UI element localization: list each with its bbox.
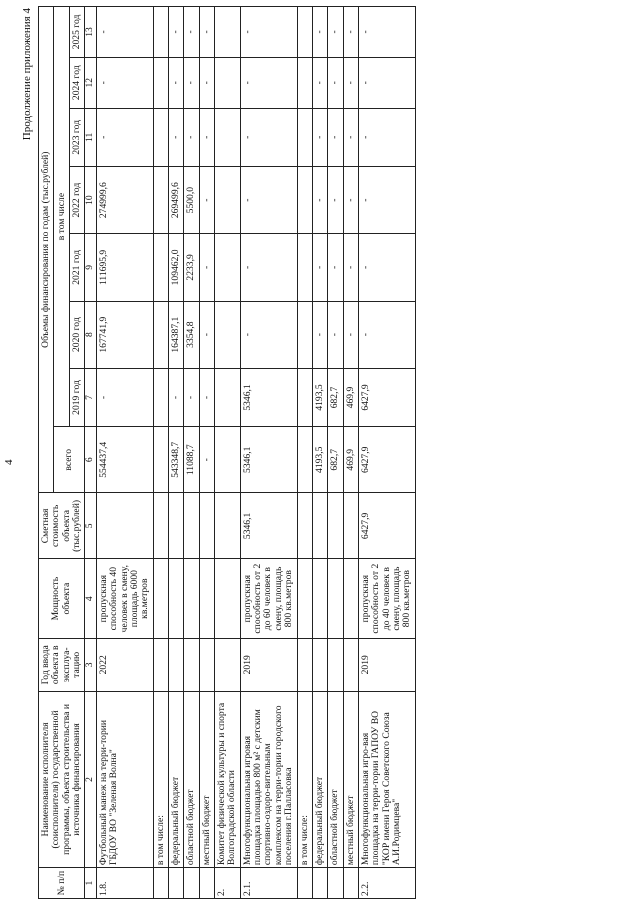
row-name: в том числе: (297, 691, 312, 867)
row-value: 109462,0 (168, 234, 183, 301)
header-volumes: Объемы финансирования по годам (тыс.рублей) (39, 7, 54, 493)
row-number (312, 868, 327, 899)
row-value: - (240, 301, 297, 368)
row-value: - (312, 7, 327, 58)
header-incl: в том числе (54, 7, 70, 427)
header-year-5: 2024 год (70, 57, 85, 108)
row-capacity (328, 559, 343, 638)
row-value (215, 427, 241, 493)
row-value: - (184, 7, 199, 58)
row-value (297, 7, 312, 58)
row-value: - (328, 108, 343, 166)
row-value: - (184, 108, 199, 166)
column-index: 7 (85, 368, 96, 426)
row-value: - (328, 167, 343, 234)
row-capacity: пропускная способность 40 человек в смену, площадь 6000 кв.метров (96, 559, 153, 638)
row-name: местный бюджет (343, 691, 358, 867)
row-value: - (199, 57, 214, 108)
financing-table (38, 6, 416, 899)
row-value: 274999,6 (96, 167, 153, 234)
row-value (153, 57, 168, 108)
row-name: местный бюджет (199, 691, 214, 867)
table-row (199, 7, 214, 899)
table-row (240, 7, 297, 899)
row-value (297, 427, 312, 493)
row-value: - (312, 108, 327, 166)
row-value (297, 301, 312, 368)
row-value (215, 7, 241, 58)
row-capacity (153, 559, 168, 638)
header-year-0: 2019 год (70, 368, 85, 426)
row-value: - (199, 368, 214, 426)
row-value: 469,9 (343, 427, 358, 493)
row-capacity (343, 559, 358, 638)
header-year: Год ввода объекта в эксплуа-тацию (39, 638, 85, 691)
row-value: - (343, 234, 358, 301)
row-cost: 5346,1 (240, 493, 297, 559)
row-value: - (358, 167, 415, 234)
row-value (297, 167, 312, 234)
row-name: в том числе: (153, 691, 168, 867)
row-value (215, 167, 241, 234)
table-row (153, 7, 168, 899)
row-value: - (240, 57, 297, 108)
column-index: 10 (85, 167, 96, 234)
row-name: федеральный бюджет (312, 691, 327, 867)
row-name: Футбольный манеж на терри-тории ГБДОУ ВО "Зеленая Волна" (96, 691, 153, 867)
row-capacity: пропускная способность от 2 до 40 человек в смену, площадь 800 кв.метров (358, 559, 415, 638)
column-index: 4 (85, 559, 96, 638)
table-row (96, 7, 153, 899)
row-number (153, 868, 168, 899)
row-value: - (240, 7, 297, 58)
row-value: 6427,9 (358, 368, 415, 426)
header-total: всего (54, 427, 85, 493)
row-value (153, 108, 168, 166)
row-value: - (184, 57, 199, 108)
row-value: - (358, 57, 415, 108)
row-name: областной бюджет (184, 691, 199, 867)
row-cost (328, 493, 343, 559)
row-value: 164387,1 (168, 301, 183, 368)
table-row (328, 7, 343, 899)
row-year (312, 638, 327, 691)
header-capacity: Мощность объекта (39, 559, 85, 638)
row-value: 5346,1 (240, 368, 297, 426)
row-value: - (199, 108, 214, 166)
row-capacity (297, 559, 312, 638)
table-row (312, 7, 327, 899)
row-year (184, 638, 199, 691)
row-value: - (199, 7, 214, 58)
row-number (184, 868, 199, 899)
table-row (297, 7, 312, 899)
continuation-title: Продолжение приложения 4 (21, 8, 33, 141)
row-number: 2. (215, 868, 241, 899)
row-value: - (343, 301, 358, 368)
row-value: 5500,0 (184, 167, 199, 234)
row-value (297, 108, 312, 166)
row-value: 111695,9 (96, 234, 153, 301)
row-value: 269499,6 (168, 167, 183, 234)
row-name: Многофункциональная игровая площадка площадью 800 м² с детским спортивно-оздоро-вительным комплексом на терри-тории городского поселения г.Палласовка (240, 691, 297, 867)
row-cost (184, 493, 199, 559)
row-value: - (312, 57, 327, 108)
row-value: - (168, 7, 183, 58)
row-value: 469,9 (343, 368, 358, 426)
row-name: федеральный бюджет (168, 691, 183, 867)
column-index: 12 (85, 57, 96, 108)
row-year (199, 638, 214, 691)
row-year (328, 638, 343, 691)
row-value (215, 108, 241, 166)
column-index: 9 (85, 234, 96, 301)
row-value: - (358, 234, 415, 301)
row-value: 543348,7 (168, 427, 183, 493)
column-index: 2 (85, 691, 96, 867)
row-value: 3354,8 (184, 301, 199, 368)
row-value: - (312, 301, 327, 368)
row-capacity (199, 559, 214, 638)
column-index: 8 (85, 301, 96, 368)
row-value: - (168, 57, 183, 108)
row-value (297, 368, 312, 426)
header-num: № п/п (39, 868, 85, 899)
row-value (153, 368, 168, 426)
row-capacity (168, 559, 183, 638)
row-capacity (215, 559, 241, 638)
row-cost (96, 493, 153, 559)
row-value: - (328, 57, 343, 108)
row-value: - (199, 167, 214, 234)
row-value: - (96, 368, 153, 426)
header-year-1: 2020 год (70, 301, 85, 368)
row-value (153, 7, 168, 58)
row-value (215, 234, 241, 301)
row-cost (312, 493, 327, 559)
table-row (168, 7, 183, 899)
page-number: 4 (3, 459, 15, 465)
row-capacity (184, 559, 199, 638)
row-name: областной бюджет (328, 691, 343, 867)
row-value: 167741,9 (96, 301, 153, 368)
table-row (358, 7, 415, 899)
row-year (343, 638, 358, 691)
row-cost (168, 493, 183, 559)
row-year: 2019 (240, 638, 297, 691)
row-cost (297, 493, 312, 559)
row-value (153, 427, 168, 493)
row-value: - (240, 167, 297, 234)
row-name: Комитет физической культуры и спорта Волгоградской области (215, 691, 241, 867)
row-value: - (96, 57, 153, 108)
row-year (215, 638, 241, 691)
column-index: 5 (85, 493, 96, 559)
row-value (215, 301, 241, 368)
row-value: 6427,9 (358, 427, 415, 493)
header-name: Наименование исполнителя (соисполнителя) государственной программы, объекта строительства и источника финансирования (39, 691, 85, 867)
row-number: 2.2. (358, 868, 415, 899)
row-year: 2019 (358, 638, 415, 691)
row-value: 5346,1 (240, 427, 297, 493)
row-capacity (312, 559, 327, 638)
row-value: 4193,5 (312, 427, 327, 493)
row-value (153, 234, 168, 301)
row-value: 554437,4 (96, 427, 153, 493)
table-row (184, 7, 199, 899)
row-value: - (199, 301, 214, 368)
row-value: - (240, 108, 297, 166)
row-value: - (312, 167, 327, 234)
column-index: 1 (85, 868, 96, 899)
row-value: - (199, 427, 214, 493)
row-number (297, 868, 312, 899)
row-value: 2233,9 (184, 234, 199, 301)
column-index: 6 (85, 427, 96, 493)
row-value (215, 57, 241, 108)
header-year-6: 2025 год (70, 7, 85, 58)
row-value: - (328, 301, 343, 368)
row-cost (343, 493, 358, 559)
row-value: 4193,5 (312, 368, 327, 426)
row-value (297, 57, 312, 108)
row-cost (215, 493, 241, 559)
row-year (297, 638, 312, 691)
row-value: - (343, 7, 358, 58)
row-value: - (96, 7, 153, 58)
row-value (215, 368, 241, 426)
row-year (153, 638, 168, 691)
header-year-4: 2023 год (70, 108, 85, 166)
column-index: 13 (85, 7, 96, 58)
row-value: - (240, 234, 297, 301)
row-year: 2022 (96, 638, 153, 691)
row-value: - (343, 57, 358, 108)
row-value: - (199, 234, 214, 301)
row-value: - (168, 108, 183, 166)
row-value: 682,7 (328, 427, 343, 493)
header-year-2: 2021 год (70, 234, 85, 301)
row-number (328, 868, 343, 899)
row-value: - (328, 234, 343, 301)
row-value (153, 301, 168, 368)
row-value (297, 234, 312, 301)
row-number (168, 868, 183, 899)
row-number (199, 868, 214, 899)
row-value: - (343, 167, 358, 234)
row-name: Многофункциональная игро-вая площадка на терри-тории ГАПОУ ВО "КОР имени Героя Советского Союза А.И.Родимцева" (358, 691, 415, 867)
row-value: - (96, 108, 153, 166)
row-value: - (184, 368, 199, 426)
row-cost: 6427,9 (358, 493, 415, 559)
table-row (215, 7, 241, 899)
row-value: - (358, 7, 415, 58)
row-capacity: пропускная способность от 2 до 60 человек в смену, площадь 800 кв.метров (240, 559, 297, 638)
row-value: - (328, 7, 343, 58)
column-index: 11 (85, 108, 96, 166)
row-value (153, 167, 168, 234)
header-year-3: 2022 год (70, 167, 85, 234)
table-row (343, 7, 358, 899)
row-value: - (358, 108, 415, 166)
row-value: - (358, 301, 415, 368)
column-index: 3 (85, 638, 96, 691)
row-year (168, 638, 183, 691)
header-cost: Сметная стоимость объекта (тыс.рублей) (39, 493, 85, 559)
row-value: - (312, 234, 327, 301)
row-cost (199, 493, 214, 559)
row-number: 1.8. (96, 868, 153, 899)
row-value: 682,7 (328, 368, 343, 426)
row-number (343, 868, 358, 899)
row-value: 11088,7 (184, 427, 199, 493)
row-value: - (168, 368, 183, 426)
row-value: - (343, 108, 358, 166)
row-cost (153, 493, 168, 559)
row-number: 2.1. (240, 868, 297, 899)
